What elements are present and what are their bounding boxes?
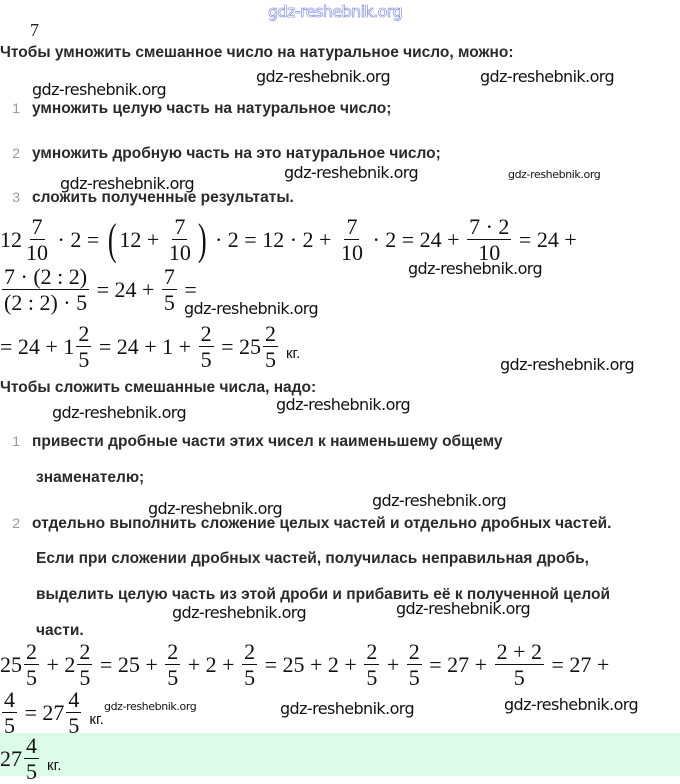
fraction xyxy=(24,216,50,264)
unit-label: кг. xyxy=(285,345,301,362)
math-text: = 24 + xyxy=(91,277,160,302)
numerator: 7 xyxy=(174,214,186,239)
fraction xyxy=(162,266,177,314)
numerator: 7 xyxy=(31,214,43,239)
denominator: 5 xyxy=(163,290,175,315)
section2-intro: Чтобы сложить смешанные числа, надо: xyxy=(0,379,317,396)
denominator: 5 xyxy=(200,347,212,372)
watermark: gdz-reshebnik.org xyxy=(184,299,319,318)
header-watermark: gdz-reshebnik.org xyxy=(268,2,403,21)
math-text: = 25 xyxy=(215,334,261,359)
math-text: 12 + xyxy=(119,227,165,252)
numerator: 7 · (2 : 2) xyxy=(4,264,88,289)
denominator: 5 xyxy=(366,665,378,690)
denominator: 5 xyxy=(26,759,37,784)
denominator: 5 xyxy=(513,665,525,690)
step-number: 2 xyxy=(12,145,20,161)
denominator: 5 xyxy=(244,665,256,690)
right-paren: ) xyxy=(197,215,207,264)
section2-step-1 xyxy=(10,433,503,451)
step-text: знаменателю; xyxy=(36,469,145,486)
math-text: = 25 + 2 + xyxy=(259,652,363,677)
watermark: gdz-reshebnik.org xyxy=(256,67,391,86)
step-text: умножить дробную часть на это натуральное число; xyxy=(32,145,441,162)
watermark: gdz-reshebnik.org xyxy=(372,491,507,510)
denominator: 10 xyxy=(340,240,363,265)
answer-line xyxy=(0,734,61,784)
denominator: 10 xyxy=(26,240,48,265)
section1-step-1 xyxy=(10,100,391,118)
fraction xyxy=(2,266,89,314)
math-text: 12 xyxy=(0,227,22,252)
denominator: 5 xyxy=(26,665,37,690)
watermark: gdz-reshebnik.org xyxy=(284,163,419,182)
math-text: + 2 + xyxy=(182,652,241,677)
step-text: привести дробные части этих чисел к наименьшему общему xyxy=(32,433,503,450)
math-text: = 25 + xyxy=(94,652,164,677)
denominator: 5 xyxy=(78,347,90,372)
section2-step-2 xyxy=(10,515,611,533)
math-text: = 24 + xyxy=(513,227,577,252)
fraction xyxy=(407,641,422,689)
watermark: gdz-reshebnik.org xyxy=(508,168,601,181)
watermark: gdz-reshebnik.org xyxy=(60,174,195,193)
section1-step-2 xyxy=(10,145,441,163)
fraction xyxy=(339,216,365,264)
fraction xyxy=(199,323,214,371)
watermark: gdz-reshebnik.org xyxy=(396,599,531,618)
numerator: 7 xyxy=(346,214,358,239)
step-number: 3 xyxy=(12,189,20,205)
denominator: 5 xyxy=(167,665,179,690)
fraction xyxy=(2,689,17,737)
denominator: 5 xyxy=(264,347,276,372)
numerator: 2 xyxy=(264,321,276,346)
fraction xyxy=(242,641,257,689)
math-text: · 2 = xyxy=(52,227,105,252)
fraction xyxy=(76,323,91,371)
denominator: (2 : 2) · 5 xyxy=(4,290,88,315)
math-text: + xyxy=(381,652,405,677)
watermark: gdz-reshebnik.org xyxy=(148,499,283,518)
step-text: выделить целую часть из этой дроби и прибавить её к полученной целой xyxy=(36,586,611,603)
fraction xyxy=(165,641,180,689)
math-line xyxy=(0,688,104,738)
math-text: = 27 + xyxy=(545,652,610,677)
denominator: 5 xyxy=(68,713,80,738)
watermark: gdz-reshebnik.org xyxy=(172,603,307,622)
watermark: gdz-reshebnik.org xyxy=(104,700,197,713)
math-text: = 24 + 1 xyxy=(0,334,75,359)
task-number: 7 xyxy=(30,20,39,40)
numerator: 2 xyxy=(408,639,420,664)
math-line xyxy=(0,640,609,690)
watermark: gdz-reshebnik.org xyxy=(276,395,411,414)
watermark: gdz-reshebnik.org xyxy=(408,259,543,278)
numerator: 4 xyxy=(26,733,37,758)
watermark: gdz-reshebnik.org xyxy=(480,67,615,86)
fraction xyxy=(77,641,92,689)
numerator: 2 xyxy=(26,639,37,664)
step-number: 2 xyxy=(12,515,20,531)
fraction xyxy=(495,641,544,689)
fraction xyxy=(66,689,81,737)
numerator: 7 · 2 xyxy=(469,214,510,239)
unit-label: кг. xyxy=(89,711,104,728)
step-text: части. xyxy=(36,622,84,639)
denominator: 5 xyxy=(79,665,91,690)
numerator: 2 xyxy=(78,321,90,346)
math-text: = 24 + 1 + xyxy=(93,334,197,359)
numerator: 4 xyxy=(68,687,80,712)
watermark: gdz-reshebnik.org xyxy=(32,80,167,99)
step-number: 1 xyxy=(12,433,20,449)
math-text: 27 xyxy=(0,746,22,771)
fraction xyxy=(167,216,193,264)
numerator: 2 xyxy=(366,639,378,664)
math-text: = xyxy=(178,277,197,302)
step-text: Если при сложении дробных частей, получилась неправильная дробь, xyxy=(36,550,589,567)
numerator: 2 xyxy=(200,321,212,346)
answer-highlight xyxy=(0,733,680,776)
math-text: · 2 = 12 · 2 + xyxy=(209,227,337,252)
numerator: 2 + 2 xyxy=(496,639,542,664)
math-text: · 2 = 24 + xyxy=(366,227,466,252)
math-line xyxy=(0,265,197,315)
numerator: 2 xyxy=(244,639,256,664)
math-text: 25 xyxy=(0,652,22,677)
denominator: 5 xyxy=(408,665,420,690)
math-line xyxy=(0,322,300,372)
numerator: 2 xyxy=(167,639,179,664)
step-number: 1 xyxy=(12,100,20,116)
left-paren: ( xyxy=(107,215,117,264)
numerator: 2 xyxy=(79,639,91,664)
step-text: отдельно выполнить сложение целых частей и отдельно дробных частей. xyxy=(32,515,612,532)
denominator: 10 xyxy=(478,240,501,265)
math-text: = 27 + xyxy=(423,652,493,677)
fraction xyxy=(364,641,379,689)
watermark: gdz-reshebnik.org xyxy=(504,695,639,714)
watermark: gdz-reshebnik.org xyxy=(280,699,415,718)
math-line xyxy=(0,215,577,265)
math-text: = 27 xyxy=(19,700,65,725)
denominator: 5 xyxy=(4,713,15,738)
watermark: gdz-reshebnik.org xyxy=(500,355,635,374)
denominator: 10 xyxy=(168,240,191,265)
fraction xyxy=(263,323,278,371)
numerator: 4 xyxy=(4,687,15,712)
step-text: сложить полученные результаты. xyxy=(32,189,294,206)
watermark: gdz-reshebnik.org xyxy=(52,403,187,422)
fraction xyxy=(24,641,39,689)
numerator: 7 xyxy=(163,264,175,289)
fraction xyxy=(467,216,511,264)
step-text: умножить целую часть на натуральное число; xyxy=(32,100,392,117)
section1-intro: Чтобы умножить смешанное число на натуральное число, можно: xyxy=(0,44,514,61)
unit-label: кг. xyxy=(47,757,62,774)
math-text: + 2 xyxy=(41,652,76,677)
